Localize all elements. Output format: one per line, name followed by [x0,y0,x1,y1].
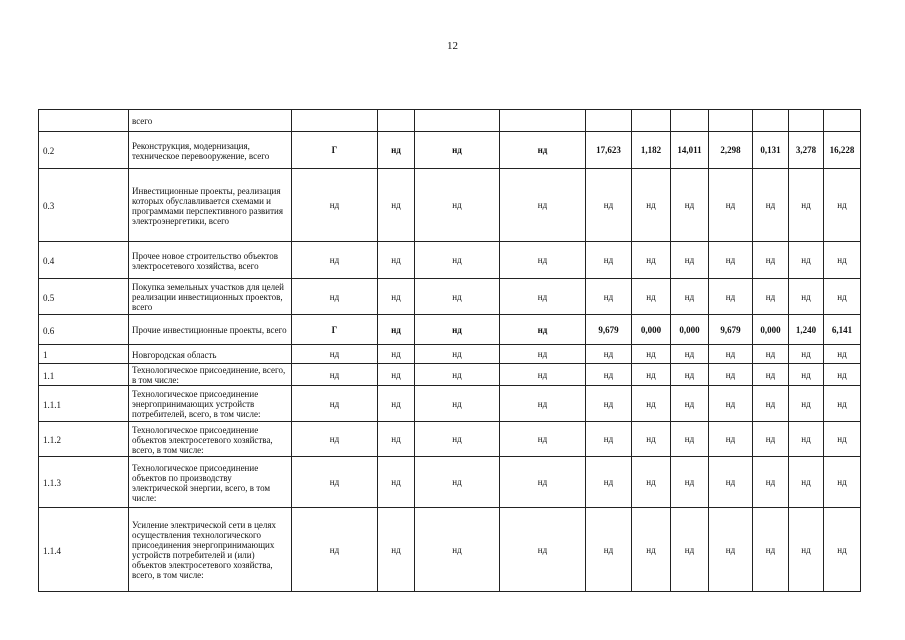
value-cell: нд [753,279,789,315]
value-cell: нд [824,169,861,242]
value-cell: нд [292,279,378,315]
value-cell: нд [789,508,824,592]
value-cell: нд [753,386,789,422]
row-name: Новгородская область [129,345,292,364]
value-cell: нд [789,422,824,457]
table-row [39,279,861,315]
value-cell: нд [709,364,753,386]
value-cell: нд [632,364,671,386]
value-cell: нд [500,132,586,169]
value-cell: нд [632,386,671,422]
value-cell: нд [824,508,861,592]
value-cell: нд [415,345,500,364]
value-cell: нд [415,132,500,169]
row-code: 0.5 [39,279,129,315]
value-cell: нд [824,279,861,315]
value-cell: нд [292,508,378,592]
value-cell: 6,141 [824,315,861,345]
value-cell [378,110,415,132]
value-cell: нд [378,457,415,508]
value-cell: нд [671,422,709,457]
row-code: 1 [39,345,129,364]
value-cell: нд [378,345,415,364]
row-code: 0.4 [39,242,129,279]
row-code: 1.1.1 [39,386,129,422]
row-code: 0.3 [39,169,129,242]
value-cell: нд [709,457,753,508]
value-cell: нд [824,422,861,457]
row-code [39,110,129,132]
table-row [39,110,861,132]
value-cell: нд [292,457,378,508]
value-cell: нд [500,242,586,279]
value-cell: нд [753,508,789,592]
value-cell: нд [415,422,500,457]
value-cell: нд [378,386,415,422]
value-cell: нд [709,386,753,422]
value-cell: нд [500,345,586,364]
row-name: Реконструкция, модернизация, техническое перевооружение, всего [129,132,292,169]
table-row [39,386,861,422]
value-cell: нд [292,345,378,364]
row-name: Усиление электрической сети в целях осуществления технологического присоединения энергопринимающих устройств потребителей и (или) объектов электросетевого хозяйства, всего, в том числе: [129,508,292,592]
table-row [39,422,861,457]
value-cell [586,110,632,132]
value-cell: нд [709,508,753,592]
value-cell: нд [500,279,586,315]
value-cell: 9,679 [709,315,753,345]
table-row [39,132,861,169]
value-cell: нд [292,169,378,242]
value-cell: нд [500,508,586,592]
value-cell: нд [415,364,500,386]
value-cell: нд [824,457,861,508]
table-row [39,457,861,508]
value-cell: нд [824,386,861,422]
value-cell: 14,011 [671,132,709,169]
value-cell: нд [753,242,789,279]
row-name: Прочее новое строительство объектов электросетевого хозяйства, всего [129,242,292,279]
value-cell: нд [671,457,709,508]
value-cell: нд [415,279,500,315]
table-row [39,315,861,345]
value-cell: нд [586,364,632,386]
value-cell: нд [671,508,709,592]
value-cell: нд [671,279,709,315]
value-cell: 16,228 [824,132,861,169]
value-cell: Г [292,315,378,345]
value-cell: нд [753,345,789,364]
page-number: 12 [447,40,458,52]
row-name: Покупка земельных участков для целей реализации инвестиционных проектов, всего [129,279,292,315]
value-cell: нд [709,345,753,364]
value-cell: нд [709,169,753,242]
value-cell: нд [709,422,753,457]
value-cell: нд [789,279,824,315]
row-code: 1.1.4 [39,508,129,592]
value-cell: нд [378,508,415,592]
value-cell: нд [500,386,586,422]
value-cell: нд [500,422,586,457]
table-row [39,508,861,592]
value-cell: нд [671,345,709,364]
value-cell: нд [671,169,709,242]
table-row [39,242,861,279]
value-cell: нд [709,242,753,279]
row-name: Технологическое присоединение объектов электросетевого хозяйства, всего, в том числе: [129,422,292,457]
value-cell: Г [292,132,378,169]
value-cell: нд [415,457,500,508]
value-cell: нд [824,242,861,279]
value-cell: нд [789,169,824,242]
row-name: Прочие инвестиционные проекты, всего [129,315,292,345]
value-cell: нд [378,279,415,315]
value-cell: нд [586,345,632,364]
value-cell: нд [378,364,415,386]
value-cell: нд [824,345,861,364]
value-cell [500,110,586,132]
table-row [39,169,861,242]
value-cell: нд [415,242,500,279]
value-cell: нд [789,345,824,364]
row-code: 0.2 [39,132,129,169]
value-cell: нд [671,364,709,386]
value-cell: нд [632,242,671,279]
value-cell [789,110,824,132]
value-cell: нд [586,386,632,422]
value-cell: нд [378,242,415,279]
value-cell: нд [753,457,789,508]
value-cell: 17,623 [586,132,632,169]
value-cell: нд [586,508,632,592]
row-code: 1.1.2 [39,422,129,457]
value-cell: нд [500,315,586,345]
investment-table [38,109,861,592]
value-cell [709,110,753,132]
value-cell: нд [378,422,415,457]
value-cell: нд [753,422,789,457]
value-cell: нд [586,422,632,457]
value-cell: нд [671,242,709,279]
value-cell: нд [586,457,632,508]
value-cell: нд [415,315,500,345]
value-cell: нд [789,364,824,386]
value-cell [671,110,709,132]
value-cell: 2,298 [709,132,753,169]
value-cell [632,110,671,132]
value-cell: нд [378,132,415,169]
value-cell: нд [378,315,415,345]
value-cell: нд [632,457,671,508]
value-cell [753,110,789,132]
value-cell [824,110,861,132]
value-cell: нд [789,242,824,279]
value-cell: нд [500,364,586,386]
value-cell: нд [415,508,500,592]
row-name: Технологическое присоединение объектов по производству электрической энергии, всего, в том числе: [129,457,292,508]
value-cell: нд [789,386,824,422]
row-name: Технологическое присоединение, всего, в том числе: [129,364,292,386]
row-name: Технологическое присоединение энергопринимающих устройств потребителей, всего, в том числе: [129,386,292,422]
value-cell: 0,000 [753,315,789,345]
value-cell: 3,278 [789,132,824,169]
value-cell: нд [292,386,378,422]
value-cell: нд [709,279,753,315]
value-cell: нд [632,508,671,592]
row-code: 1.1 [39,364,129,386]
value-cell: 9,679 [586,315,632,345]
value-cell: нд [671,386,709,422]
value-cell: нд [753,169,789,242]
value-cell: нд [500,169,586,242]
value-cell: нд [753,364,789,386]
value-cell: нд [824,364,861,386]
row-code: 1.1.3 [39,457,129,508]
value-cell: нд [586,169,632,242]
value-cell: 0,000 [632,315,671,345]
table-row [39,364,861,386]
value-cell: нд [415,386,500,422]
table-row [39,345,861,364]
value-cell [415,110,500,132]
value-cell: нд [789,457,824,508]
value-cell: 0,000 [671,315,709,345]
value-cell: 1,240 [789,315,824,345]
row-name: всего [129,110,292,132]
value-cell: 1,182 [632,132,671,169]
value-cell: нд [292,364,378,386]
value-cell: нд [292,422,378,457]
value-cell: нд [292,242,378,279]
value-cell: нд [500,457,586,508]
value-cell: нд [632,279,671,315]
value-cell: 0,131 [753,132,789,169]
value-cell [292,110,378,132]
row-code: 0.6 [39,315,129,345]
value-cell: нд [586,279,632,315]
value-cell: нд [632,169,671,242]
row-name: Инвестиционные проекты, реализация которых обуславливается схемами и программами перспективного развития электроэнергетики, всего [129,169,292,242]
value-cell: нд [632,422,671,457]
value-cell: нд [632,345,671,364]
value-cell: нд [586,242,632,279]
value-cell: нд [378,169,415,242]
value-cell: нд [415,169,500,242]
